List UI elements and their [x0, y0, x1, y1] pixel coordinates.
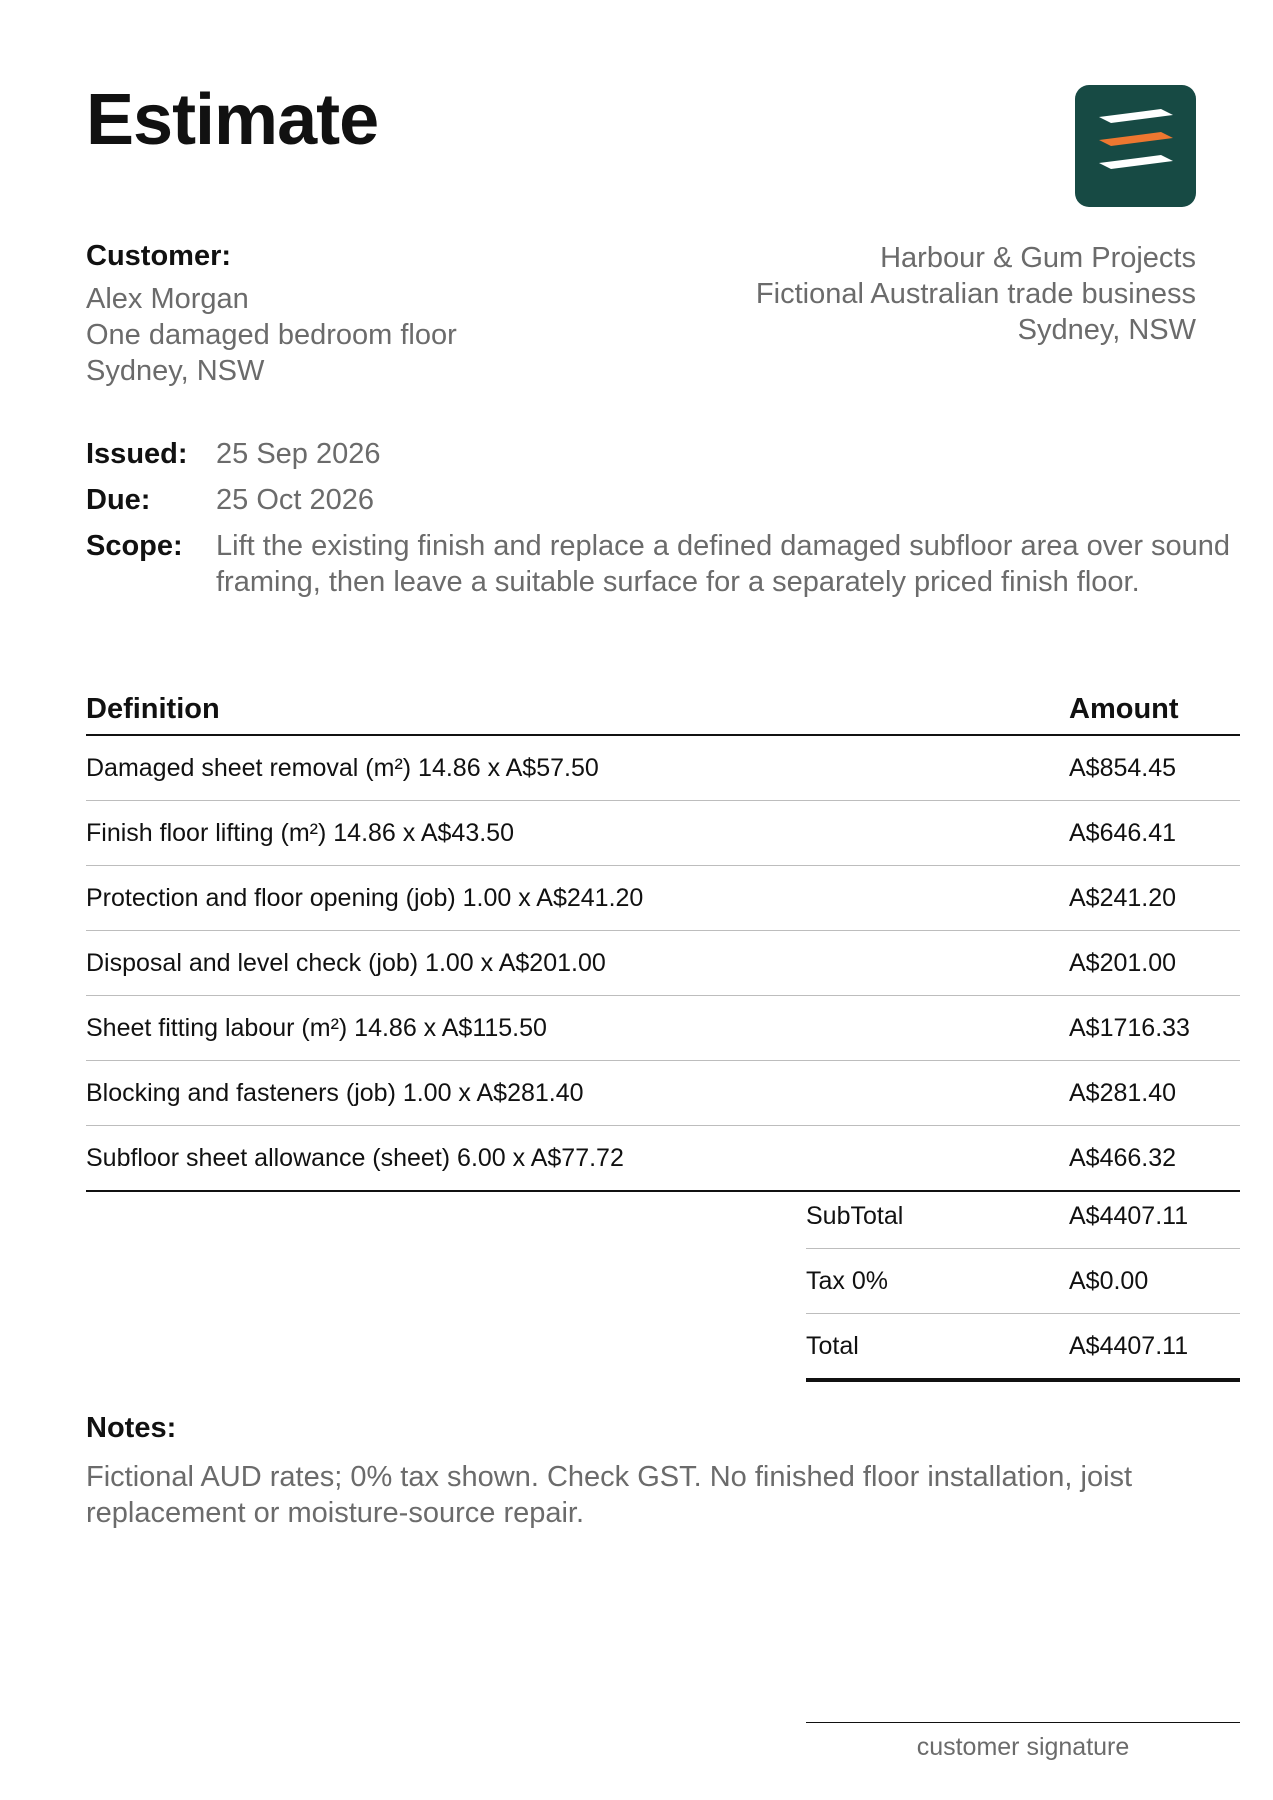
item-amount: A$466.32: [1069, 1143, 1177, 1172]
estimate-meta: [86, 436, 1246, 610]
customer-name: Alex Morgan: [86, 283, 249, 315]
table-row: [86, 1061, 1240, 1126]
due-label: Due:: [86, 484, 151, 516]
customer-job: One damaged bedroom floor: [86, 319, 457, 351]
table-header: [86, 690, 1240, 736]
definition-header: Definition: [86, 693, 220, 725]
tax-label: Tax 0%: [806, 1266, 888, 1295]
logo-stripe-top: [1099, 109, 1173, 123]
item-amount: A$201.00: [1069, 948, 1177, 977]
totals-block: [806, 1184, 1240, 1382]
tax-value: A$0.00: [1069, 1266, 1149, 1295]
customer-block: [86, 240, 457, 389]
item-definition: Blocking and fasteners (job) 1.00 x A$281.40: [86, 1078, 584, 1107]
item-amount: A$854.45: [1069, 753, 1177, 782]
scope-row: [86, 528, 1246, 600]
subtotal-value: A$4407.11: [1069, 1201, 1189, 1230]
item-definition: Sheet fitting labour (m²) 14.86 x A$115.50: [86, 1013, 547, 1042]
total-row: [806, 1314, 1240, 1382]
table-row: [86, 931, 1240, 996]
notes-text: Fictional AUD rates; 0% tax shown. Check GST. No finished floor installation, joist replacement or moisture-source repair.: [86, 1461, 1133, 1529]
due-date: 25 Oct 2026: [216, 484, 374, 516]
item-amount: A$646.41: [1069, 818, 1177, 847]
total-value: A$4407.11: [1069, 1331, 1189, 1360]
table-row: [86, 1126, 1240, 1192]
customer-label: Customer:: [86, 240, 232, 272]
issued-label: Issued:: [86, 438, 188, 470]
item-definition: Protection and floor opening (job) 1.00 x A$241.20: [86, 883, 644, 912]
due-row: [86, 482, 1246, 518]
customer-signature-line[interactable]: [806, 1722, 1240, 1762]
logo-stripe-middle: [1099, 132, 1173, 146]
item-definition: Subfloor sheet allowance (sheet) 6.00 x A$77.72: [86, 1143, 624, 1172]
company-name: Harbour & Gum Projects: [880, 242, 1196, 274]
item-amount: A$241.20: [1069, 883, 1177, 912]
item-definition: Disposal and level check (job) 1.00 x A$201.00: [86, 948, 606, 977]
notes-block: [86, 1412, 1246, 1531]
issued-row: [86, 436, 1246, 472]
company-description: Fictional Australian trade business: [755, 278, 1196, 310]
item-amount: A$281.40: [1069, 1078, 1177, 1107]
scope-label: Scope:: [86, 530, 183, 562]
table-row: [86, 996, 1240, 1061]
document-title: Estimate: [86, 80, 379, 160]
subtotal-row: [806, 1184, 1240, 1249]
company-location: Sydney, NSW: [1017, 314, 1196, 346]
customer-location: Sydney, NSW: [86, 355, 265, 387]
logo-stripe-bottom: [1099, 155, 1173, 169]
total-label: Total: [806, 1331, 859, 1360]
company-block: [756, 240, 1196, 348]
amount-header: Amount: [1069, 693, 1179, 725]
subtotal-label: SubTotal: [806, 1201, 904, 1230]
table-row: [86, 736, 1240, 801]
company-logo-icon: [1075, 85, 1196, 207]
item-amount: A$1716.33: [1069, 1013, 1190, 1042]
stacked-layers-icon: [1075, 85, 1196, 207]
table-row: [86, 801, 1240, 866]
scope-text: Lift the existing finish and replace a defined damaged subfloor area over sound framing, then leave a suitable surface for a separately priced finish floor.: [216, 530, 1231, 598]
line-items-table: [86, 690, 1240, 1192]
issued-date: 25 Sep 2026: [216, 438, 381, 470]
tax-row: [806, 1249, 1240, 1314]
signature-label: customer signature: [916, 1733, 1130, 1761]
notes-label: Notes:: [86, 1412, 177, 1444]
item-definition: Finish floor lifting (m²) 14.86 x A$43.50: [86, 818, 514, 847]
table-row: [86, 866, 1240, 931]
item-definition: Damaged sheet removal (m²) 14.86 x A$57.50: [86, 753, 599, 782]
